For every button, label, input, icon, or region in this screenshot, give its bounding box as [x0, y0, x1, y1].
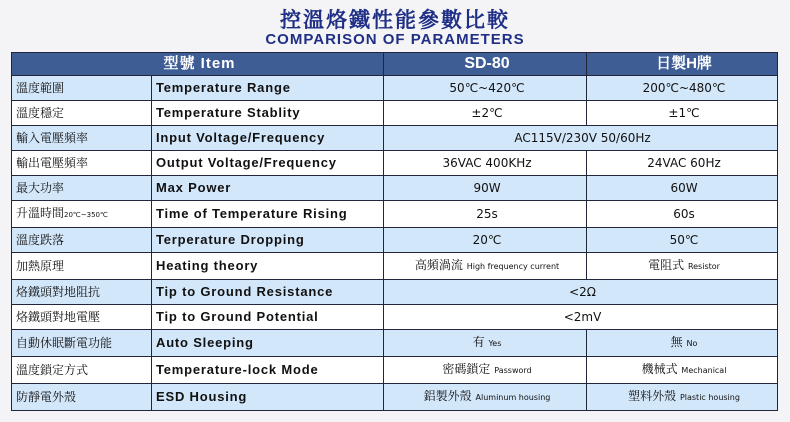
row-label-chinese-text: 溫度範圍	[16, 81, 65, 95]
sd80-value-cell-text: 有	[472, 335, 485, 349]
sd80-value-cell-text: 鋁製外殼	[423, 389, 472, 403]
row-label-chinese-text: 溫度鎖定方式	[16, 363, 89, 377]
sd80-value-cell	[384, 253, 587, 280]
japan-value-cell	[587, 101, 778, 126]
header-sd80: SD-80	[384, 53, 587, 76]
sd80-value-cell-english-note: High frequency current	[466, 262, 560, 271]
table-header-row	[12, 53, 778, 76]
header-item: 型號 Item	[12, 53, 384, 76]
japan-value-cell-text: 60W	[670, 181, 698, 195]
japan-value-cell	[587, 384, 778, 411]
row-label-english: Temperature Range	[152, 76, 384, 101]
sd80-value-cell-text: 36VAC 400KHz	[442, 156, 532, 170]
table-row	[12, 101, 778, 126]
sd80-value-cell-english-note: Password	[494, 366, 532, 375]
row-label-chinese-text: 防靜電外殼	[16, 390, 77, 404]
sd80-value-cell	[384, 201, 587, 228]
japan-value-cell-text: 200℃~480℃	[642, 81, 726, 95]
table-row	[12, 305, 778, 330]
row-label-chinese-text: 最大功率	[16, 181, 65, 195]
row-label-chinese	[12, 228, 152, 253]
row-label-chinese	[12, 357, 152, 384]
japan-value-cell-text: 50℃	[669, 233, 699, 247]
japan-value-cell	[587, 357, 778, 384]
row-label-chinese	[12, 76, 152, 101]
japan-value-cell-text: 機械式	[641, 362, 678, 376]
japan-value-cell-text: 塑料外殼	[628, 389, 677, 403]
row-label-chinese	[12, 201, 152, 228]
sd80-value-cell-english-note: Aluminum housing	[475, 393, 551, 402]
table-body	[12, 76, 778, 411]
table-row	[12, 76, 778, 101]
row-label-chinese	[12, 330, 152, 357]
japan-value-cell-text: ±1℃	[668, 106, 700, 120]
japan-value-cell-english-note: Plastic housing	[679, 393, 740, 402]
japan-value-cell-text: 24VAC 60Hz	[647, 156, 721, 170]
sd80-value-cell	[384, 357, 587, 384]
row-label-english: Temperature Stablity	[152, 101, 384, 126]
row-label-english: Heating theory	[152, 253, 384, 280]
japan-value-cell	[587, 253, 778, 280]
row-label-chinese-note: 20℃~350℃	[64, 211, 108, 219]
row-label-english: ESD Housing	[152, 384, 384, 411]
page-title-english: COMPARISON OF PARAMETERS	[265, 31, 525, 48]
row-label-chinese	[12, 101, 152, 126]
japan-value-cell-text: 無	[670, 335, 683, 349]
row-label-chinese-text: 升溫時間	[16, 206, 65, 220]
row-label-english: Time of Temperature Rising	[152, 201, 384, 228]
japan-value-cell-english-note: No	[686, 339, 698, 348]
sd80-value-cell-text: ±2℃	[471, 106, 503, 120]
table-row	[12, 330, 778, 357]
row-label-english: Tip to Ground Potential	[152, 305, 384, 330]
row-label-chinese-text: 輸入電壓頻率	[16, 131, 89, 145]
sd80-value-cell-text: 高頻渦流	[414, 258, 463, 272]
table-row	[12, 253, 778, 280]
sd80-value-cell-text: 50℃~420℃	[449, 81, 525, 95]
shared-value-cell: AC115V/230V 50/60Hz	[384, 126, 778, 151]
row-label-english: Temperature-lock Mode	[152, 357, 384, 384]
sd80-value-cell-text: 90W	[473, 181, 501, 195]
japan-value-cell	[587, 176, 778, 201]
sd80-value-cell	[384, 330, 587, 357]
row-label-chinese-text: 溫度跌落	[16, 233, 65, 247]
japan-value-cell-text: 電阻式	[648, 258, 685, 272]
parameters-comparison-table	[11, 52, 778, 411]
row-label-chinese	[12, 305, 152, 330]
table-row	[12, 176, 778, 201]
header-japan-brand: 日製H牌	[587, 53, 778, 76]
japan-value-cell	[587, 76, 778, 101]
row-label-chinese	[12, 151, 152, 176]
row-label-english: Tip to Ground Resistance	[152, 280, 384, 305]
row-label-english: Max Power	[152, 176, 384, 201]
table-row	[12, 280, 778, 305]
row-label-chinese-text: 輸出電壓頻率	[16, 156, 89, 170]
row-label-chinese-text: 烙鐵頭對地電壓	[16, 310, 101, 324]
table-row	[12, 384, 778, 411]
row-label-chinese-text: 自動休眠斷電功能	[16, 336, 113, 350]
sd80-value-cell-text: 20℃	[472, 233, 502, 247]
table-row	[12, 357, 778, 384]
table-row	[12, 201, 778, 228]
page-title-chinese: 控溫烙鐵性能參數比較	[280, 8, 510, 32]
japan-value-cell	[587, 151, 778, 176]
japan-value-cell-english-note: Mechanical	[681, 366, 727, 375]
row-label-english: Auto Sleeping	[152, 330, 384, 357]
sd80-value-cell-text: 密碼鎖定	[442, 362, 491, 376]
row-label-chinese	[12, 280, 152, 305]
row-label-chinese-text: 烙鐵頭對地阻抗	[16, 285, 101, 299]
japan-value-cell-text: 60s	[673, 207, 695, 221]
sd80-value-cell	[384, 384, 587, 411]
sd80-value-cell	[384, 228, 587, 253]
japan-value-cell	[587, 228, 778, 253]
row-label-chinese-text: 加熱原理	[16, 259, 65, 273]
sd80-value-cell	[384, 101, 587, 126]
row-label-chinese	[12, 253, 152, 280]
row-label-english: Output Voltage/Frequency	[152, 151, 384, 176]
row-label-chinese	[12, 176, 152, 201]
japan-value-cell-english-note: Resistor	[687, 262, 720, 271]
japan-value-cell	[587, 330, 778, 357]
sd80-value-cell	[384, 176, 587, 201]
row-label-chinese-text: 溫度穩定	[16, 106, 65, 120]
row-label-english: Terperature Dropping	[152, 228, 384, 253]
sd80-value-cell	[384, 76, 587, 101]
sd80-value-cell	[384, 151, 587, 176]
table-row	[12, 228, 778, 253]
table-row	[12, 126, 778, 151]
shared-value-cell: <2mV	[384, 305, 778, 330]
row-label-chinese	[12, 384, 152, 411]
sd80-value-cell-text: 25s	[476, 207, 498, 221]
table-row	[12, 151, 778, 176]
japan-value-cell	[587, 201, 778, 228]
row-label-english: Input Voltage/Frequency	[152, 126, 384, 151]
shared-value-cell: <2Ω	[384, 280, 778, 305]
sd80-value-cell-english-note: Yes	[488, 339, 502, 348]
row-label-chinese	[12, 126, 152, 151]
